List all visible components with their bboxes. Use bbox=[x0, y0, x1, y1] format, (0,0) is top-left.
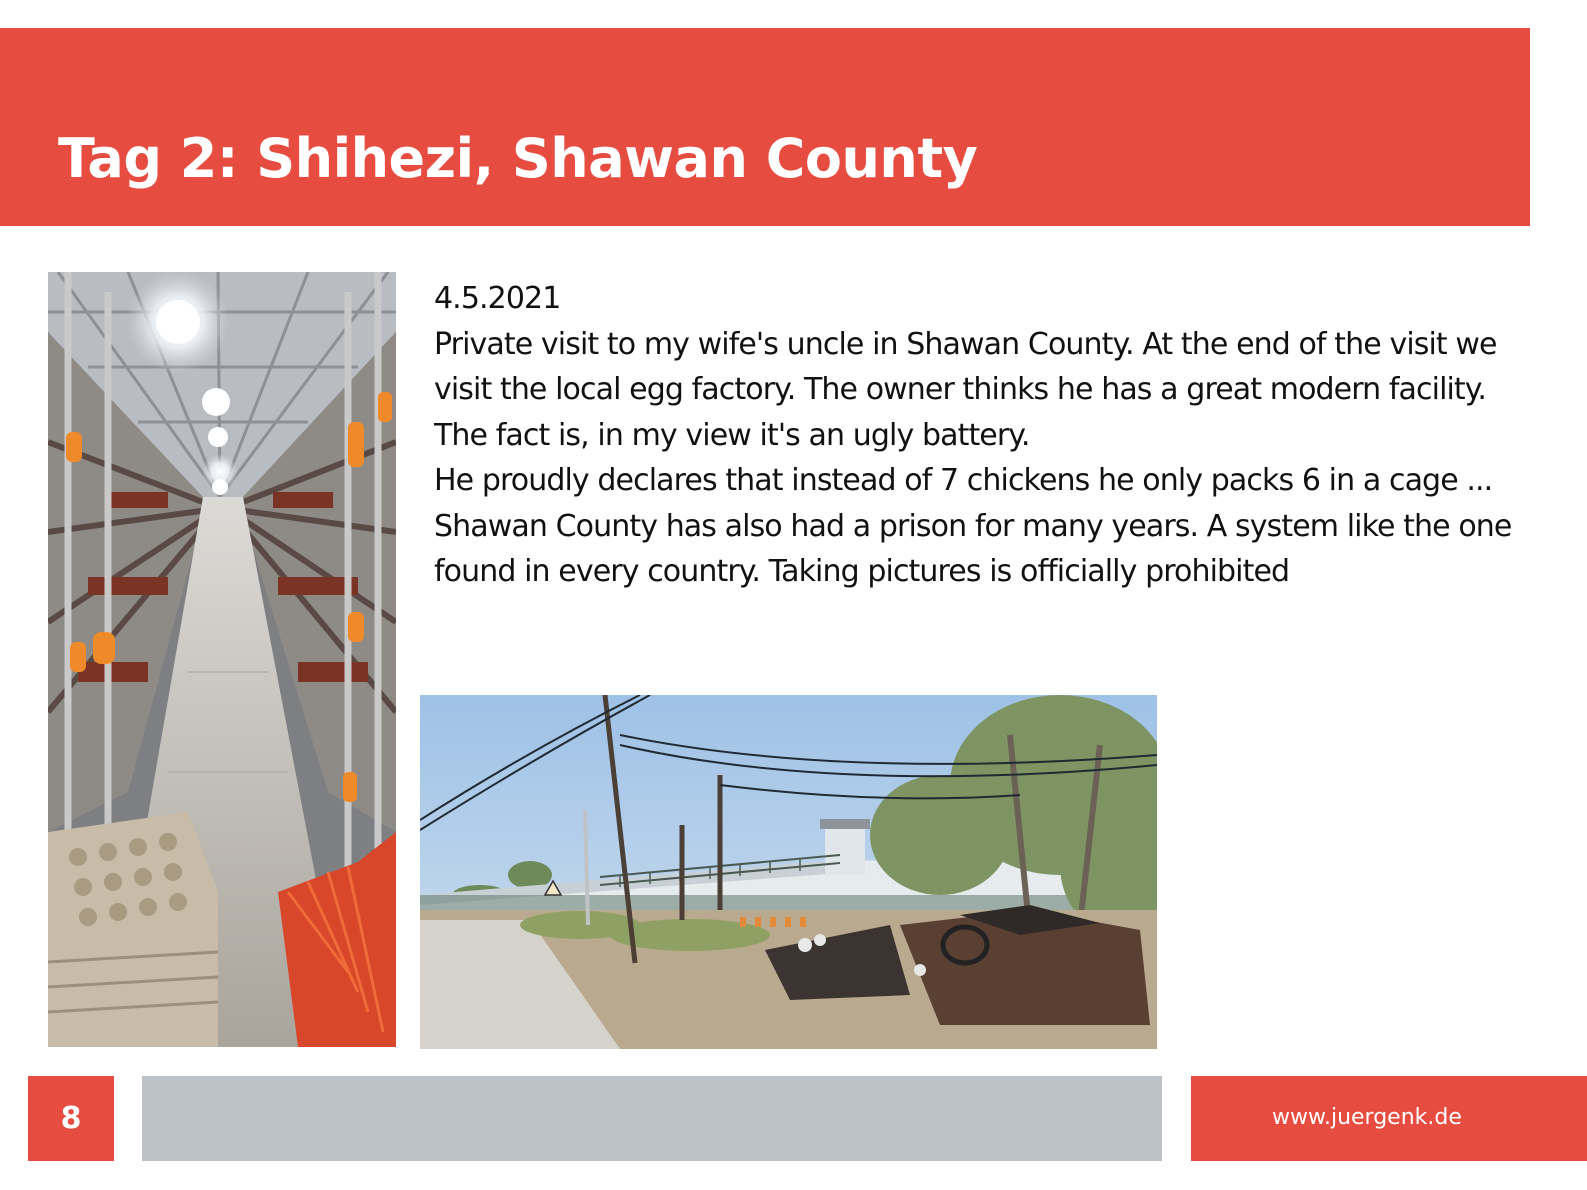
text-line: He proudly declares that instead of 7 chickens he only packs 6 in a cage ... bbox=[434, 463, 1493, 498]
egg-factory-photo bbox=[48, 272, 396, 1047]
footer-url: www.juergenk.de bbox=[1272, 1105, 1462, 1130]
street-prison-wall-photo bbox=[420, 695, 1157, 1049]
text-line: visit the local egg factory. The owner thinks he has a great modern facility. bbox=[434, 372, 1487, 407]
slide-body-text bbox=[434, 276, 1584, 595]
footer-bar bbox=[142, 1076, 1162, 1161]
slide-title: Tag 2: Shihezi, Shawan County bbox=[58, 127, 978, 190]
text-line: Private visit to my wife's uncle in Shawan County. At the end of the visit we bbox=[434, 326, 1497, 362]
date-line: 4.5.2021 bbox=[434, 281, 561, 316]
text-line: The fact is, in my view it's an ugly battery. bbox=[434, 417, 1030, 453]
text-line: Shawan County has also had a prison for many years. A system like the one bbox=[434, 508, 1512, 544]
text-line: found in every country. Taking pictures is officially prohibited bbox=[434, 554, 1290, 589]
page-number: 8 bbox=[28, 1076, 114, 1161]
